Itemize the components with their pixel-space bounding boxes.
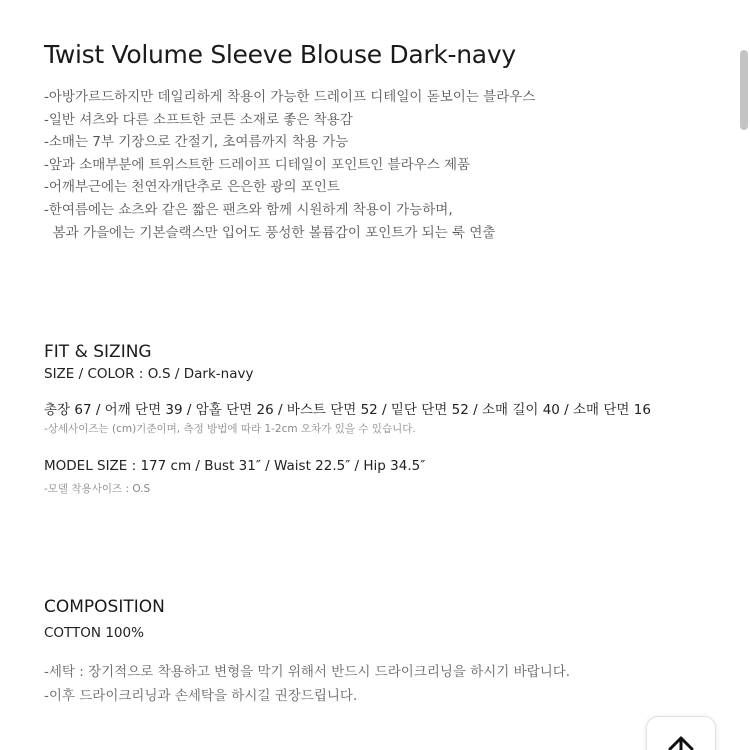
- composition-material: COTTON 100%: [44, 625, 144, 641]
- composition-heading: COMPOSITION: [44, 597, 165, 617]
- scroll-to-top-button[interactable]: [646, 716, 716, 750]
- measurements-text: 총장 67 / 어깨 단면 39 / 암홀 단면 26 / 바스트 단면 52 / 밑단 단면 52 / 소매 길이 40 / 소매 단면 16: [44, 402, 651, 418]
- fit-sizing-heading: FIT & SIZING: [44, 342, 152, 362]
- model-size-text: MODEL SIZE : 177 cm / Bust 31″ / Waist 22.5″ / Hip 34.5″: [44, 458, 426, 474]
- description-line: 봄과 가을에는 기본슬랙스만 입어도 풍성한 볼륨감이 포인트가 되는 룩 연출: [44, 224, 496, 241]
- product-title: Twist Volume Sleeve Blouse Dark-navy: [44, 40, 516, 69]
- description-line: -아방가르드하지만 데일리하게 착용이 가능한 드레이프 디테일이 돋보이는 블라우스: [44, 89, 536, 105]
- description-line: -앞과 소매부분에 트위스트한 드레이프 디테일이 포인트인 블라우스 제품: [44, 156, 471, 173]
- description-line: -어깨부근에는 천연자개단추로 은은한 광의 포인트: [44, 179, 340, 196]
- care-instruction-line: -이후 드라이크리닝과 손세탁을 하시길 권장드립니다.: [44, 688, 358, 704]
- vertical-scrollbar[interactable]: [740, 50, 748, 130]
- scrollbar-thumb[interactable]: [740, 50, 748, 130]
- description-line: -일반 셔츠와 다른 소프트한 코튼 소재로 좋은 착용감: [44, 111, 353, 128]
- size-color-text: SIZE / COLOR : O.S / Dark-navy: [44, 366, 254, 382]
- measurement-note: -상세사이즈는 (cm)기준이며, 측정 방법에 따라 1-2cm 오차가 있을 수 있습니다.: [44, 423, 416, 435]
- product-description-list: [44, 86, 535, 244]
- description-line: -소매는 7부 기장으로 간절기, 초여름까지 착용 가능: [44, 134, 349, 151]
- description-line: -한여름에는 쇼츠와 같은 짧은 팬츠와 함께 시원하게 착용이 가능하며,: [44, 201, 453, 218]
- care-instruction-line: -세탁 : 장기적으로 착용하고 변형을 막기 위해서 반드시 드라이크리닝을 하시기 바랍니다.: [44, 664, 571, 680]
- model-size-note: -모델 착용사이즈 : O.S: [44, 483, 151, 495]
- arrow-up-icon: [667, 735, 695, 750]
